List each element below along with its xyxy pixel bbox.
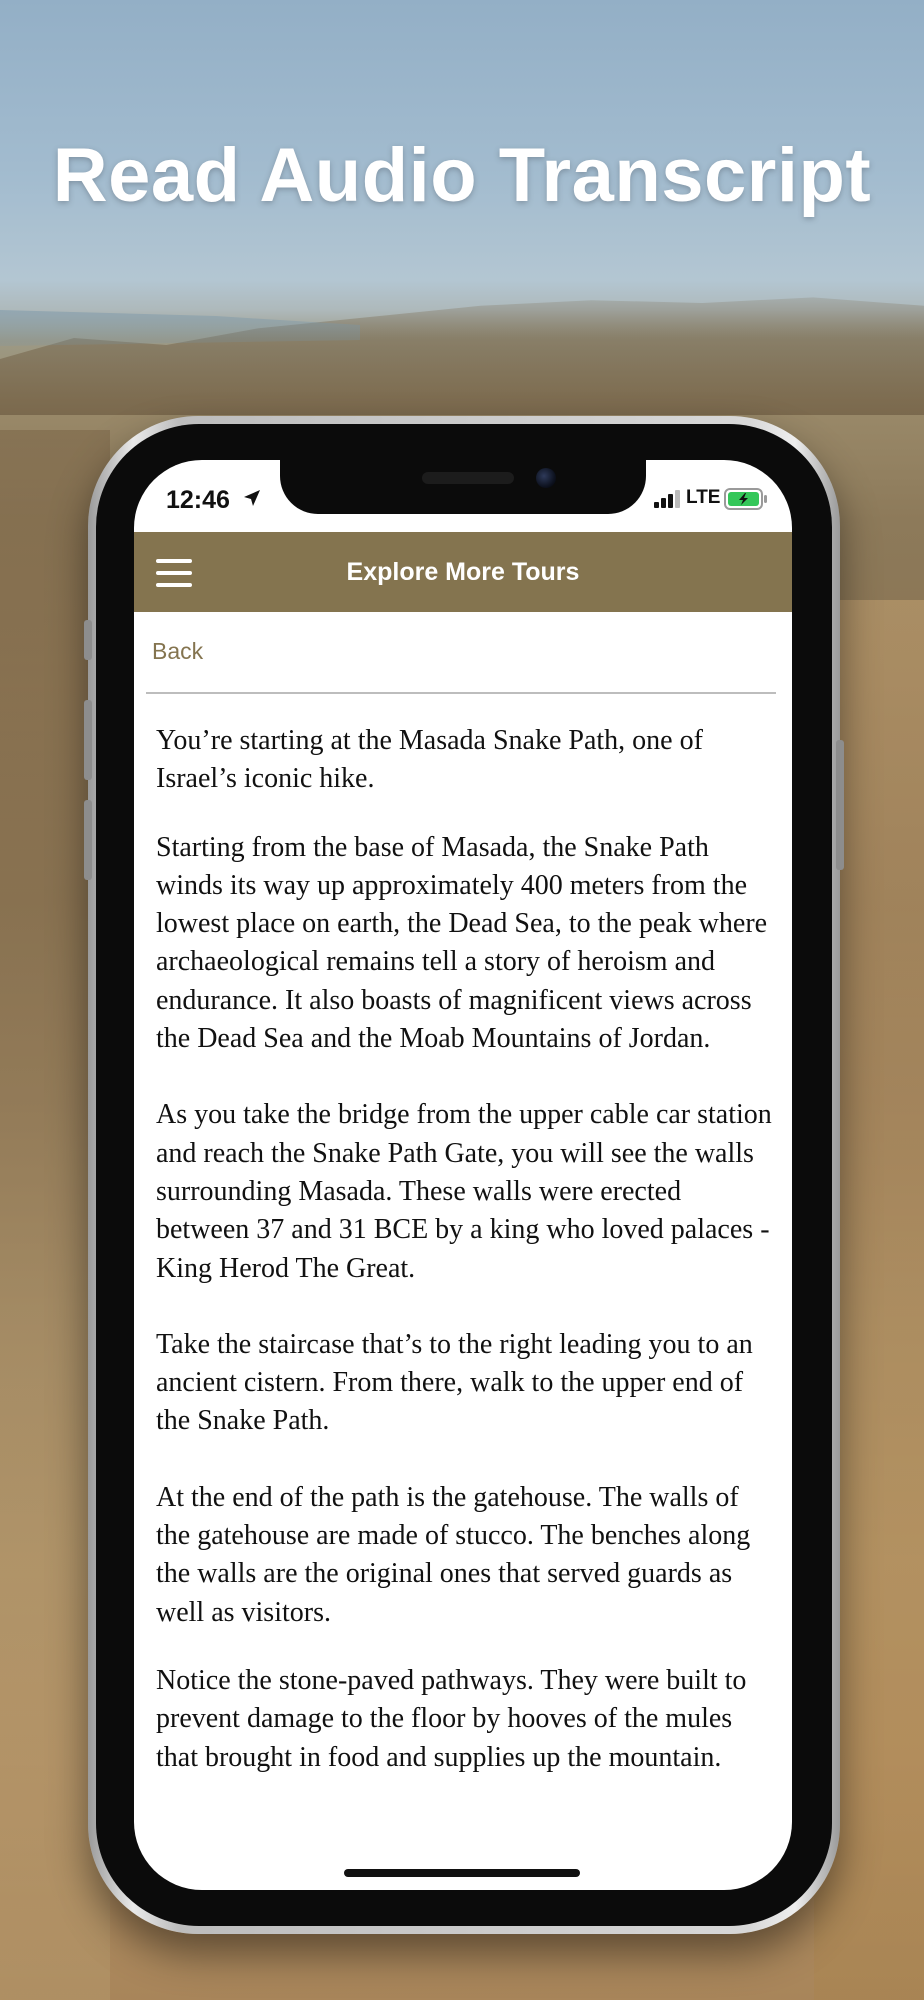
transcript-paragraph: You’re starting at the Masada Snake Path, one of Israel’s iconic hike. <box>156 725 703 795</box>
back-link[interactable]: Back <box>152 638 204 664</box>
transcript-paragraph: Notice the stone-paved pathways. They were built to prevent damage to the floor by hooves of the mules that brought in food and supplies up the mountain. <box>156 1664 747 1773</box>
transcript-paragraph: As you take the bridge from the upper cable car station and reach the Snake Path Gate, you will see the walls surrounding Masada. These walls were erected between 37 and 31 BCE by a king who loved palaces - King Herod The Great. <box>156 1099 772 1284</box>
phone-volume-down <box>84 800 92 880</box>
background-mountains <box>0 275 924 415</box>
earpiece-speaker <box>422 472 514 484</box>
transcript-paragraph: At the end of the path is the gatehouse. The walls of the gatehouse are made of stucco. The benches along the walls are the original ones that served guards as well as visitors. <box>156 1481 751 1628</box>
phone-silent-switch <box>84 620 92 660</box>
transcript-paragraph: Starting from the base of Masada, the Snake Path winds its way up approximately 400 meters from the lowest place on earth, the Dead Sea, to the peak where archaeological remains tell a story of heroism and endurance. It also boasts of magnificent views across the Dead Sea and the Moab Mountains of Jordan. <box>156 831 768 1055</box>
transcript-paragraph: Take the staircase that’s to the right leading you to an ancient cistern. From there, walk to the upper end of the Snake Path. <box>156 1328 753 1437</box>
network-type-label: LTE <box>686 487 721 508</box>
battery-charging-icon <box>724 488 768 510</box>
hamburger-menu-icon[interactable] <box>156 559 192 587</box>
status-time: 12:46 <box>166 486 230 514</box>
phone-screen <box>134 460 792 1890</box>
app-header <box>134 532 792 612</box>
phone-volume-up <box>84 700 92 780</box>
transcript-text <box>156 722 776 1777</box>
cellular-signal-icon <box>654 490 682 508</box>
promo-headline: Read Audio Transcript <box>52 133 872 218</box>
front-camera-icon <box>536 468 556 488</box>
phone-notch <box>280 460 646 514</box>
home-indicator[interactable] <box>344 1869 580 1877</box>
header-divider <box>146 692 776 694</box>
phone-power-button <box>836 740 844 870</box>
header-title: Explore More Tours <box>346 558 580 586</box>
location-arrow-icon <box>242 488 262 508</box>
